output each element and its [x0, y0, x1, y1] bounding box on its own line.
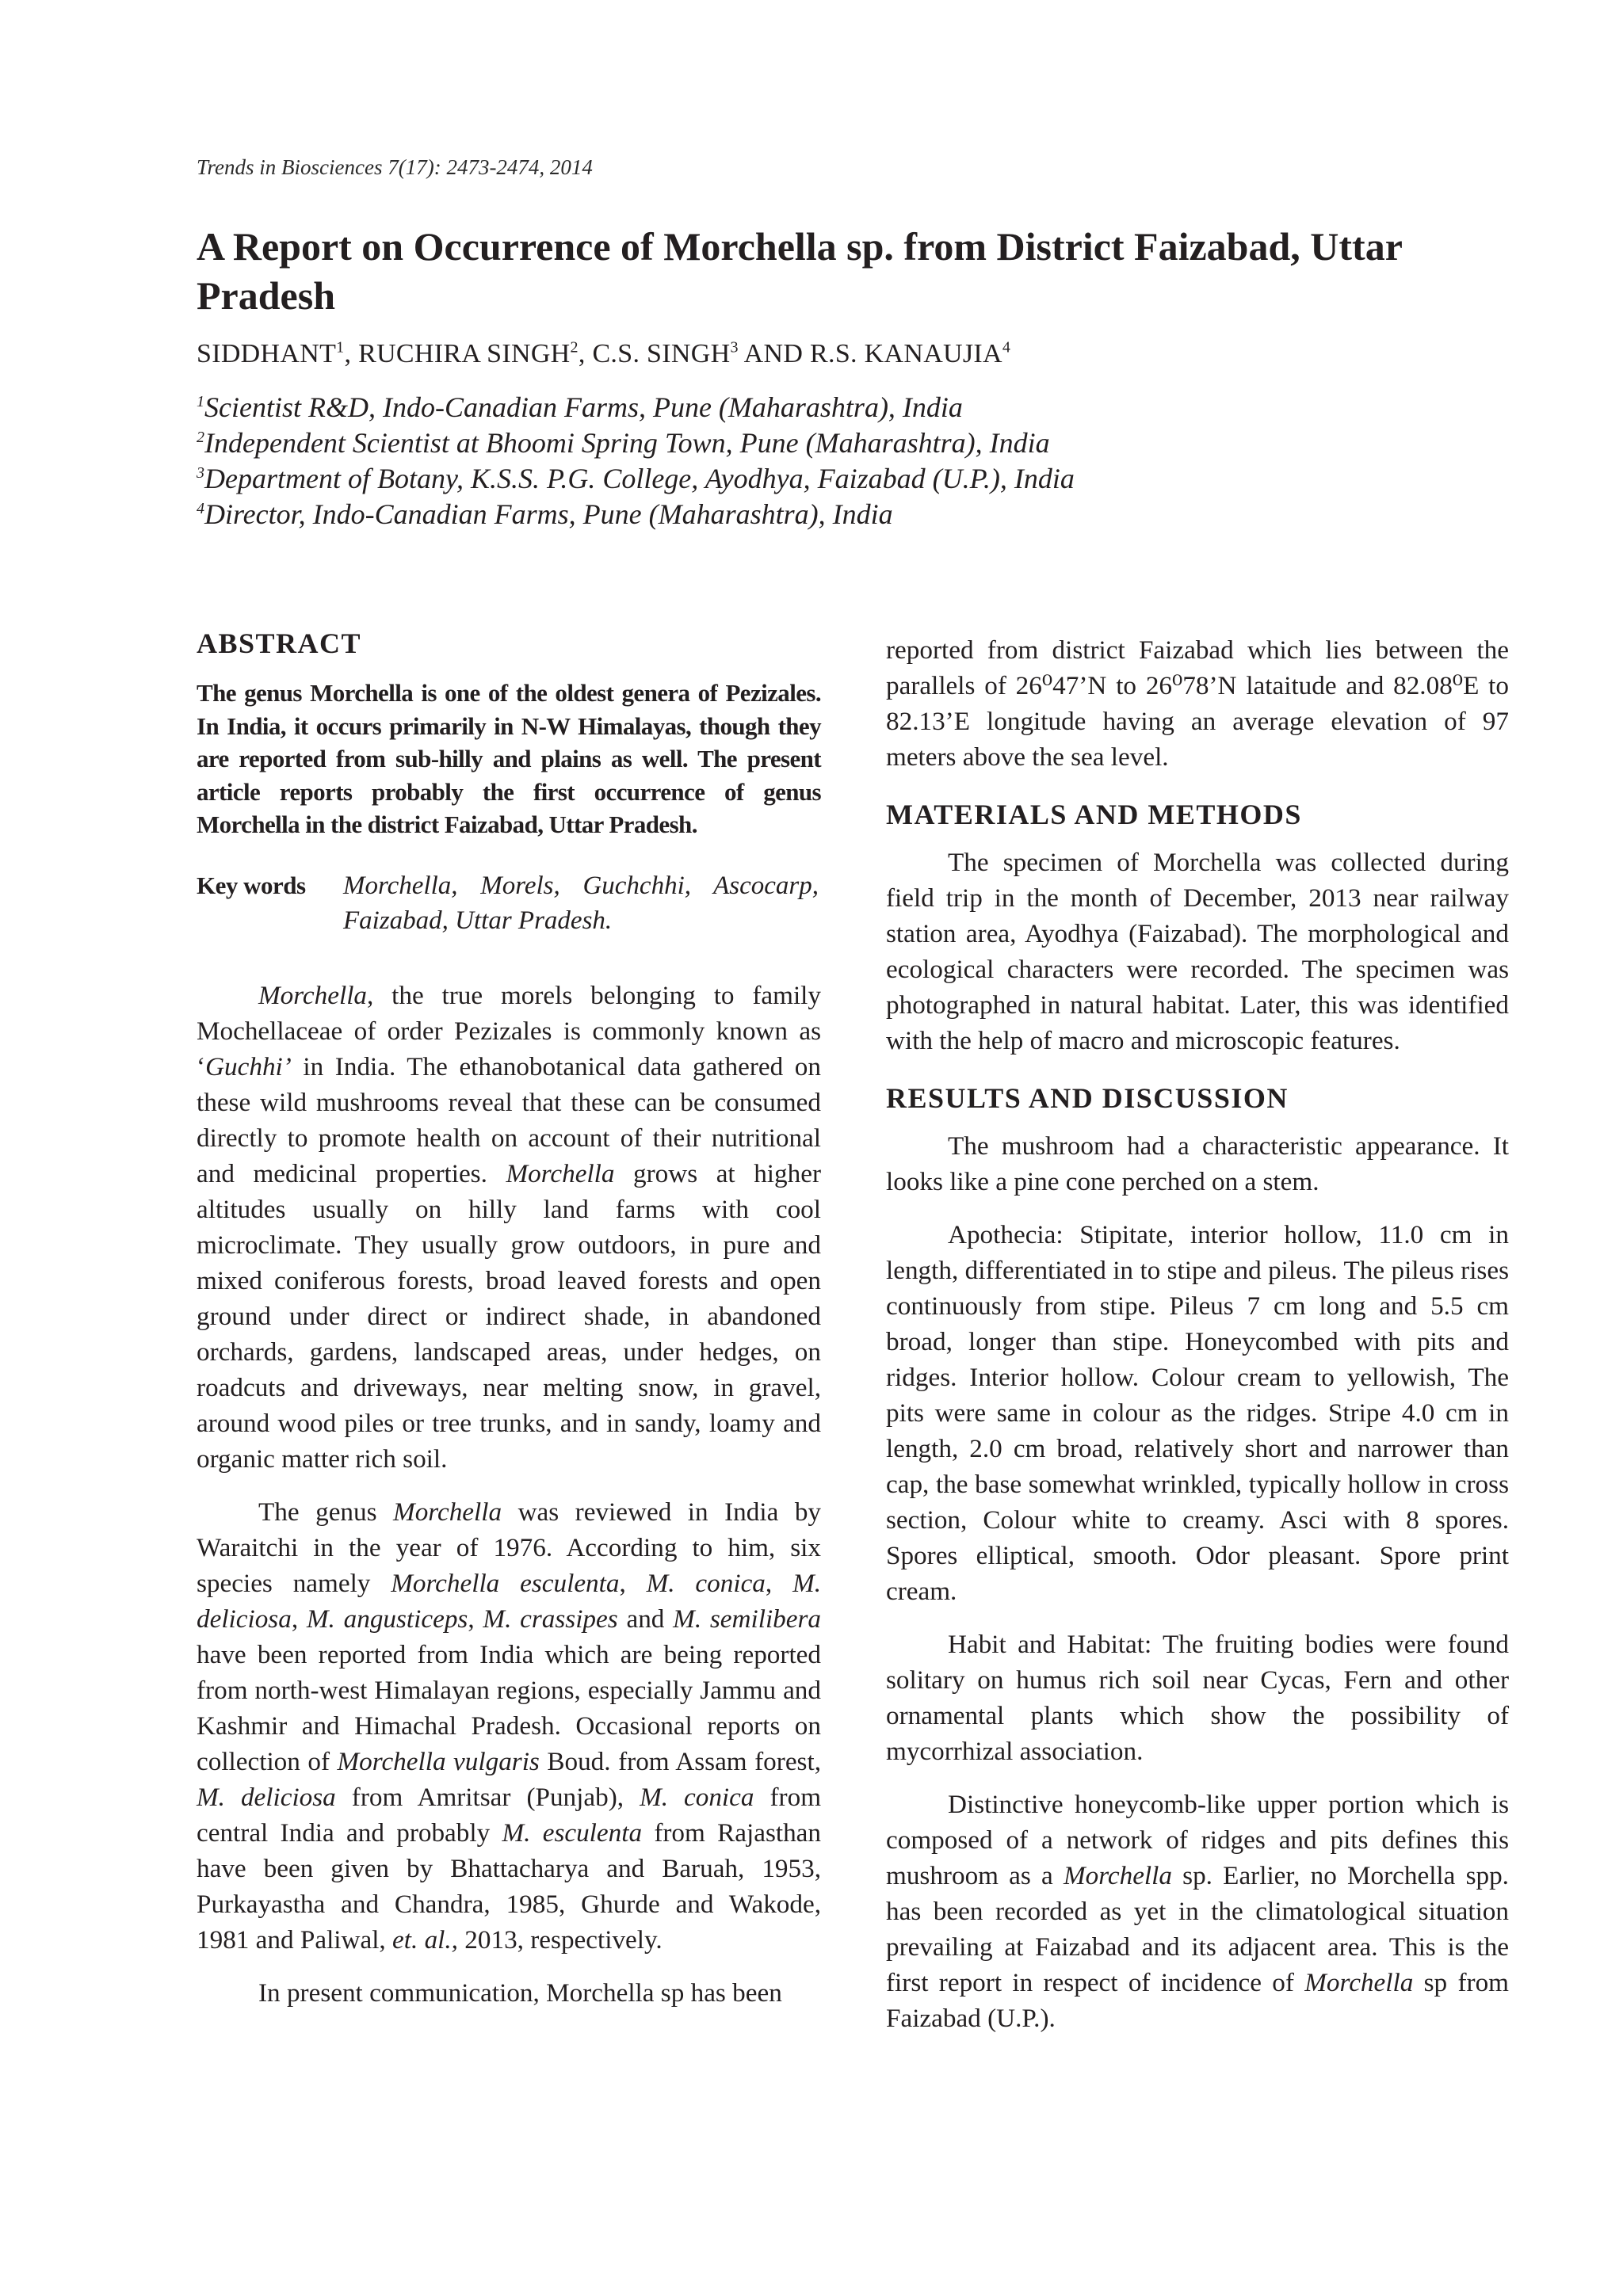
- results-paragraph-1: The mushroom had a characteristic appearance. It looks like a pine cone perched on a stem.: [886, 1131, 1509, 1196]
- author-name: C.S. SINGH: [592, 339, 731, 368]
- intro-paragraph-3-start: In present communication, Morchella sp has been: [258, 1978, 782, 2008]
- journal-citation: Trends in Biosciences 7(17): 2473-2474, 2014: [197, 155, 593, 179]
- methods-paragraph: The specimen of Morchella was collected during field trip in the month of December, 2013 near railway station area, Ayodhya (Faizabad). The morphological and ecological characters were recorded. The specimen was photographed in natural habitat. Later, this was identified with the help of macro and microscopic features.: [886, 848, 1509, 1055]
- author-name: SIDDHANT: [197, 339, 337, 368]
- affiliation-line: $^4$Director, Indo-Canadian Farms, Pune (Maharashtra), India: [197, 498, 893, 530]
- affiliation-line: $^3$Department of Botany, K.S.S. P.G. College, Ayodhya, Faizabad (U.P.), India: [197, 463, 1075, 494]
- affiliation-list: [197, 390, 1075, 532]
- author-list: SIDDHANT$^1$, RUCHIRA SINGH$^2$, C.S. SINGH$^3$ AND R.S. KANAUJIA$^4$: [197, 338, 1011, 368]
- keywords-row: [197, 868, 821, 938]
- affiliation-line: $^1$Scientist R&D, Indo-Canadian Farms, Pune (Maharashtra), India: [197, 391, 963, 423]
- keywords-label: Key words: [197, 871, 306, 899]
- intro-paragraph-3-continued: reported from district Faizabad which lies between the parallels of 26⁰47’N to 26⁰78’N lataitude and 82.08⁰E to 82.13’E longitude having an average elevation of 97 meters above the sea level.: [886, 635, 1509, 772]
- left-column: [197, 626, 821, 2011]
- keywords-text: Morchella, Morels, Guchchhi, Ascocarp, Faizabad, Uttar Pradesh.: [343, 871, 819, 935]
- author-affiliation-number: 1: [336, 338, 345, 357]
- author-affiliation-number: 2: [570, 338, 579, 357]
- abstract-heading: ABSTRACT: [197, 627, 362, 659]
- author-affiliation-number: 3: [730, 338, 739, 357]
- author-name: R.S. KANAUJIA: [810, 339, 1002, 368]
- author-name: RUCHIRA SINGH: [358, 339, 571, 368]
- results-paragraph-2: Apothecia: Stipitate, interior hollow, 11.0 cm in length, differentiated in to stipe and pileus. The pileus rises continuously from stipe. Pileus 7 cm long and 5.5 cm broad, longer than stipe. Honeycombed with pits and ridges. Interior hollow. Colour cream to yellowish, The pits were same in colour as the ridges. Stripe 4.0 cm in length, 2.0 cm broad, relatively short and narrower than cap, the base somewhat wrinkled, typically hollow in cross section, Colour white to creamy. Asci with 8 spores. Spores elliptical, smooth. Odor pleasant. Spore print cream.: [886, 1220, 1509, 1606]
- intro-paragraph-2: The genus Morchella was reviewed in India by Waraitchi in the year of 1976. According to him, six species namely Morchella esculenta, M. conica, M. deliciosa, M. angusticeps, M. crassipes and M. semilibera have been reported from India which are being reported from north-west Himalayan regions, especially Jammu and Kashmir and Himachal Pradesh. Occasional reports on collection of Morchella vulgaris Boud. from Assam forest, M. deliciosa from Amritsar (Punjab), M. conica from central India and probably M. esculenta from Rajasthan have been given by Bhattacharya and Baruah, 1953, Purkayastha and Chandra, 1985, Ghurde and Wakode, 1981 and Paliwal, et. al., 2013, respectively.: [197, 1497, 822, 1955]
- right-column: [886, 632, 1509, 2036]
- results-heading: RESULTS AND DISCUSSION: [886, 1082, 1289, 1114]
- author-affiliation-number: 4: [1002, 338, 1011, 357]
- results-paragraph-4: Distinctive honeycomb-like upper portion which is composed of a network of ridges and pits defines this mushroom as a Morchella sp. Earlier, no Morchella spp. has been recorded as yet in the climatological situation prevailing at Faizabad and its adjacent area. This is the first report in respect of incidence of Morchella sp from Faizabad (U.P.).: [886, 1790, 1509, 2033]
- abstract-text: The genus Morchella is one of the oldest genera of Pezizales. In India, it occurs primarily in N-W Himalayas, though they are reported from sub-hilly and plains as well. The present article reports probably the first occurrence of genus Morchella in the district Faizabad, Uttar Pradesh.: [197, 679, 821, 838]
- results-paragraph-3: Habit and Habitat: The fruiting bodies were found solitary on humus rich soil near Cycas, Fern and other ornamental plants which show the possibility of mycorrhizal association.: [886, 1630, 1509, 1766]
- article-title: A Report on Occurrence of Morchella sp. from District Faizabad, Uttar Pradesh: [197, 224, 1402, 318]
- affiliation-line: $^2$Independent Scientist at Bhoomi Spring Town, Pune (Maharashtra), India: [197, 427, 1050, 459]
- intro-paragraph-1: Morchella, the true morels belonging to family Mochellaceae of order Pezizales is commonly known as ‘Guchhi’ in India. The ethanobotanical data gathered on these wild mushrooms reveal that these can be consumed directly to promote health on account of their nutritional and medicinal properties. Morchella grows at higher altitudes usually on hilly land farms with cool microclimate. They usually grow outdoors, in pure and mixed coniferous forests, broad leaved forests and open ground under direct or indirect shade, in abandoned orchards, gardens, landscaped areas, under hedges, on roadcuts and driveways, near melting snow, in gravel, around wood piles or tree trunks, and in sandy, loamy and organic matter rich soil.: [197, 980, 821, 1474]
- methods-heading: MATERIALS AND METHODS: [886, 799, 1302, 830]
